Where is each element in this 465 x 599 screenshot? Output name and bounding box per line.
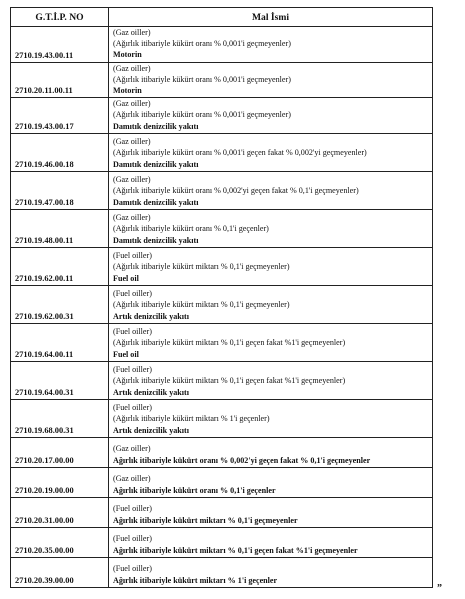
product-name-cell <box>109 285 433 323</box>
table-row <box>11 133 433 171</box>
product-qualifier-line: (Ağırlık itibariyle kükürt oranı % 0,001'i geçmeyenler) <box>113 39 291 49</box>
closing-quote-mark: ” <box>437 583 442 594</box>
product-qualifier-line: (Gaz oiller) <box>113 28 151 37</box>
table-row <box>11 98 433 134</box>
gtip-code-cell: 2710.20.31.00.00 <box>11 497 109 527</box>
product-name-line: Damıtık denizcilik yakıtı <box>113 235 199 245</box>
product-name-line: Damıtık denizcilik yakıtı <box>113 197 199 207</box>
table-row <box>11 62 433 98</box>
gtip-code-cell: 2710.19.62.00.11 <box>11 247 109 285</box>
table-row <box>11 27 433 63</box>
product-qualifier-line: (Ağırlık itibariyle kükürt oranı % 0,001'i geçmeyenler) <box>113 110 291 120</box>
product-name-cell <box>109 171 433 209</box>
product-name-line: Artık denizcilik yakıtı <box>113 425 189 435</box>
product-name-cell <box>109 361 433 399</box>
table-row <box>11 437 433 467</box>
product-qualifier-line: (Ağırlık itibariyle kükürt oranı % 0,002'yi geçen fakat % 0,1'i geçmeyenler) <box>113 186 359 196</box>
gtip-code-cell: 2710.20.11.00.11 <box>11 62 109 98</box>
product-qualifier-line: (Gaz oiller) <box>113 63 151 73</box>
product-qualifier-line: (Fuel oiller) <box>113 534 152 544</box>
table-row <box>11 467 433 497</box>
product-name-line: Ağırlık itibariyle kükürt miktarı % 0,1'i geçmeyenler <box>113 515 298 525</box>
product-name-cell <box>109 399 433 437</box>
product-name-cell <box>109 98 433 134</box>
product-qualifier-line: (Ağırlık itibariyle kükürt miktarı % 0,1'i geçmeyenler) <box>113 262 290 272</box>
product-qualifier-line: (Ağırlık itibariyle kükürt miktarı % 0,1'i geçen fakat %1'i geçmeyenler) <box>113 376 346 386</box>
product-name-cell <box>109 437 433 467</box>
gtip-code-cell: 2710.19.68.00.31 <box>11 399 109 437</box>
gtip-code-cell: 2710.19.62.00.31 <box>11 285 109 323</box>
product-qualifier-line: (Fuel oiller) <box>113 564 152 574</box>
gtip-code-cell: 2710.19.46.00.18 <box>11 133 109 171</box>
product-name-cell <box>109 467 433 497</box>
product-name-line: Fuel oil <box>113 349 139 359</box>
product-qualifier-line: (Gaz oiller) <box>113 474 151 484</box>
gtip-code-cell: 2710.19.47.00.18 <box>11 171 109 209</box>
product-qualifier-line: (Gaz oiller) <box>113 444 151 454</box>
table-row <box>11 361 433 399</box>
product-qualifier-line: (Ağırlık itibariyle kükürt oranı % 0,1'i geçenler) <box>113 224 269 234</box>
product-name-line: Motorin <box>113 50 142 60</box>
gtip-code-cell: 2710.20.39.00.00 <box>11 557 109 587</box>
table-row <box>11 171 433 209</box>
gtip-code-cell: 2710.20.35.00.00 <box>11 527 109 557</box>
gtip-code-cell: 2710.19.48.00.11 <box>11 209 109 247</box>
header-gtip-no: G.T.İ.P. NO <box>11 8 109 27</box>
product-name-line: Motorin <box>113 86 142 96</box>
product-name-line: Ağırlık itibariyle kükürt oranı % 0,1'i geçenler <box>113 485 276 495</box>
gtip-code-cell: 2710.19.43.00.17 <box>11 98 109 134</box>
gtip-code-cell: 2710.19.43.00.11 <box>11 27 109 63</box>
product-name-cell <box>109 62 433 98</box>
product-name-line: Ağırlık itibariyle kükürt miktarı % 1'i geçenler <box>113 575 278 585</box>
product-name-cell <box>109 527 433 557</box>
product-name-line: Artık denizcilik yakıtı <box>113 387 189 397</box>
product-name-cell <box>109 133 433 171</box>
product-qualifier-line: (Ağırlık itibariyle kükürt miktarı % 0,1'i geçen fakat %1'i geçmeyenler) <box>113 338 346 348</box>
product-qualifier-line: (Fuel oiller) <box>113 251 152 261</box>
product-qualifier-line: (Gaz oiller) <box>113 99 151 109</box>
gtip-table <box>10 7 433 588</box>
product-name-cell <box>109 557 433 587</box>
product-qualifier-line: (Fuel oiller) <box>113 327 152 337</box>
header-mal-ismi: Mal İsmi <box>109 8 433 27</box>
table-row <box>11 323 433 361</box>
table-row <box>11 527 433 557</box>
product-qualifier-line: (Gaz oiller) <box>113 213 151 223</box>
product-name-cell <box>109 323 433 361</box>
product-name-line: Damıtık denizcilik yakıtı <box>113 159 199 169</box>
product-qualifier-line: (Fuel oiller) <box>113 365 152 375</box>
product-name-line: Fuel oil <box>113 273 139 283</box>
product-qualifier-line: (Fuel oiller) <box>113 504 152 514</box>
table-row <box>11 497 433 527</box>
product-name-cell <box>109 27 433 63</box>
product-name-line: Damıtık denizcilik yakıtı <box>113 121 199 131</box>
product-qualifier-line: (Ağırlık itibariyle kükürt miktarı % 1'i geçenler) <box>113 414 270 424</box>
table-header-row <box>11 8 433 27</box>
product-name-cell <box>109 209 433 247</box>
product-name-cell <box>109 497 433 527</box>
product-qualifier-line: (Gaz oiller) <box>113 175 151 185</box>
gtip-code-cell: 2710.19.64.00.11 <box>11 323 109 361</box>
product-qualifier-line: (Fuel oiller) <box>113 403 152 413</box>
product-qualifier-line: (Ağırlık itibariyle kükürt oranı % 0,001'i geçmeyenler) <box>113 74 291 84</box>
product-qualifier-line: (Ağırlık itibariyle kükürt oranı % 0,001'i geçen fakat % 0,002'yi geçmeyenler) <box>113 148 367 158</box>
table-row <box>11 399 433 437</box>
gtip-code-cell: 2710.20.19.00.00 <box>11 467 109 497</box>
product-name-line: Ağırlık itibariyle kükürt miktarı % 0,1'i geçen fakat %1'i geçmeyenler <box>113 545 358 555</box>
product-qualifier-line: (Ağırlık itibariyle kükürt miktarı % 0,1'i geçmeyenler) <box>113 300 290 310</box>
table-row <box>11 247 433 285</box>
table-row <box>11 557 433 587</box>
gtip-code-cell: 2710.19.64.00.31 <box>11 361 109 399</box>
product-name-cell <box>109 247 433 285</box>
table-row <box>11 209 433 247</box>
gtip-code-cell: 2710.20.17.00.00 <box>11 437 109 467</box>
product-qualifier-line: (Fuel oiller) <box>113 289 152 299</box>
product-qualifier-line: (Gaz oiller) <box>113 137 151 147</box>
product-name-line: Artık denizcilik yakıtı <box>113 311 189 321</box>
table-row <box>11 285 433 323</box>
product-name-line: Ağırlık itibariyle kükürt oranı % 0,002'yi geçen fakat % 0,1'i geçmeyenler <box>113 455 371 465</box>
